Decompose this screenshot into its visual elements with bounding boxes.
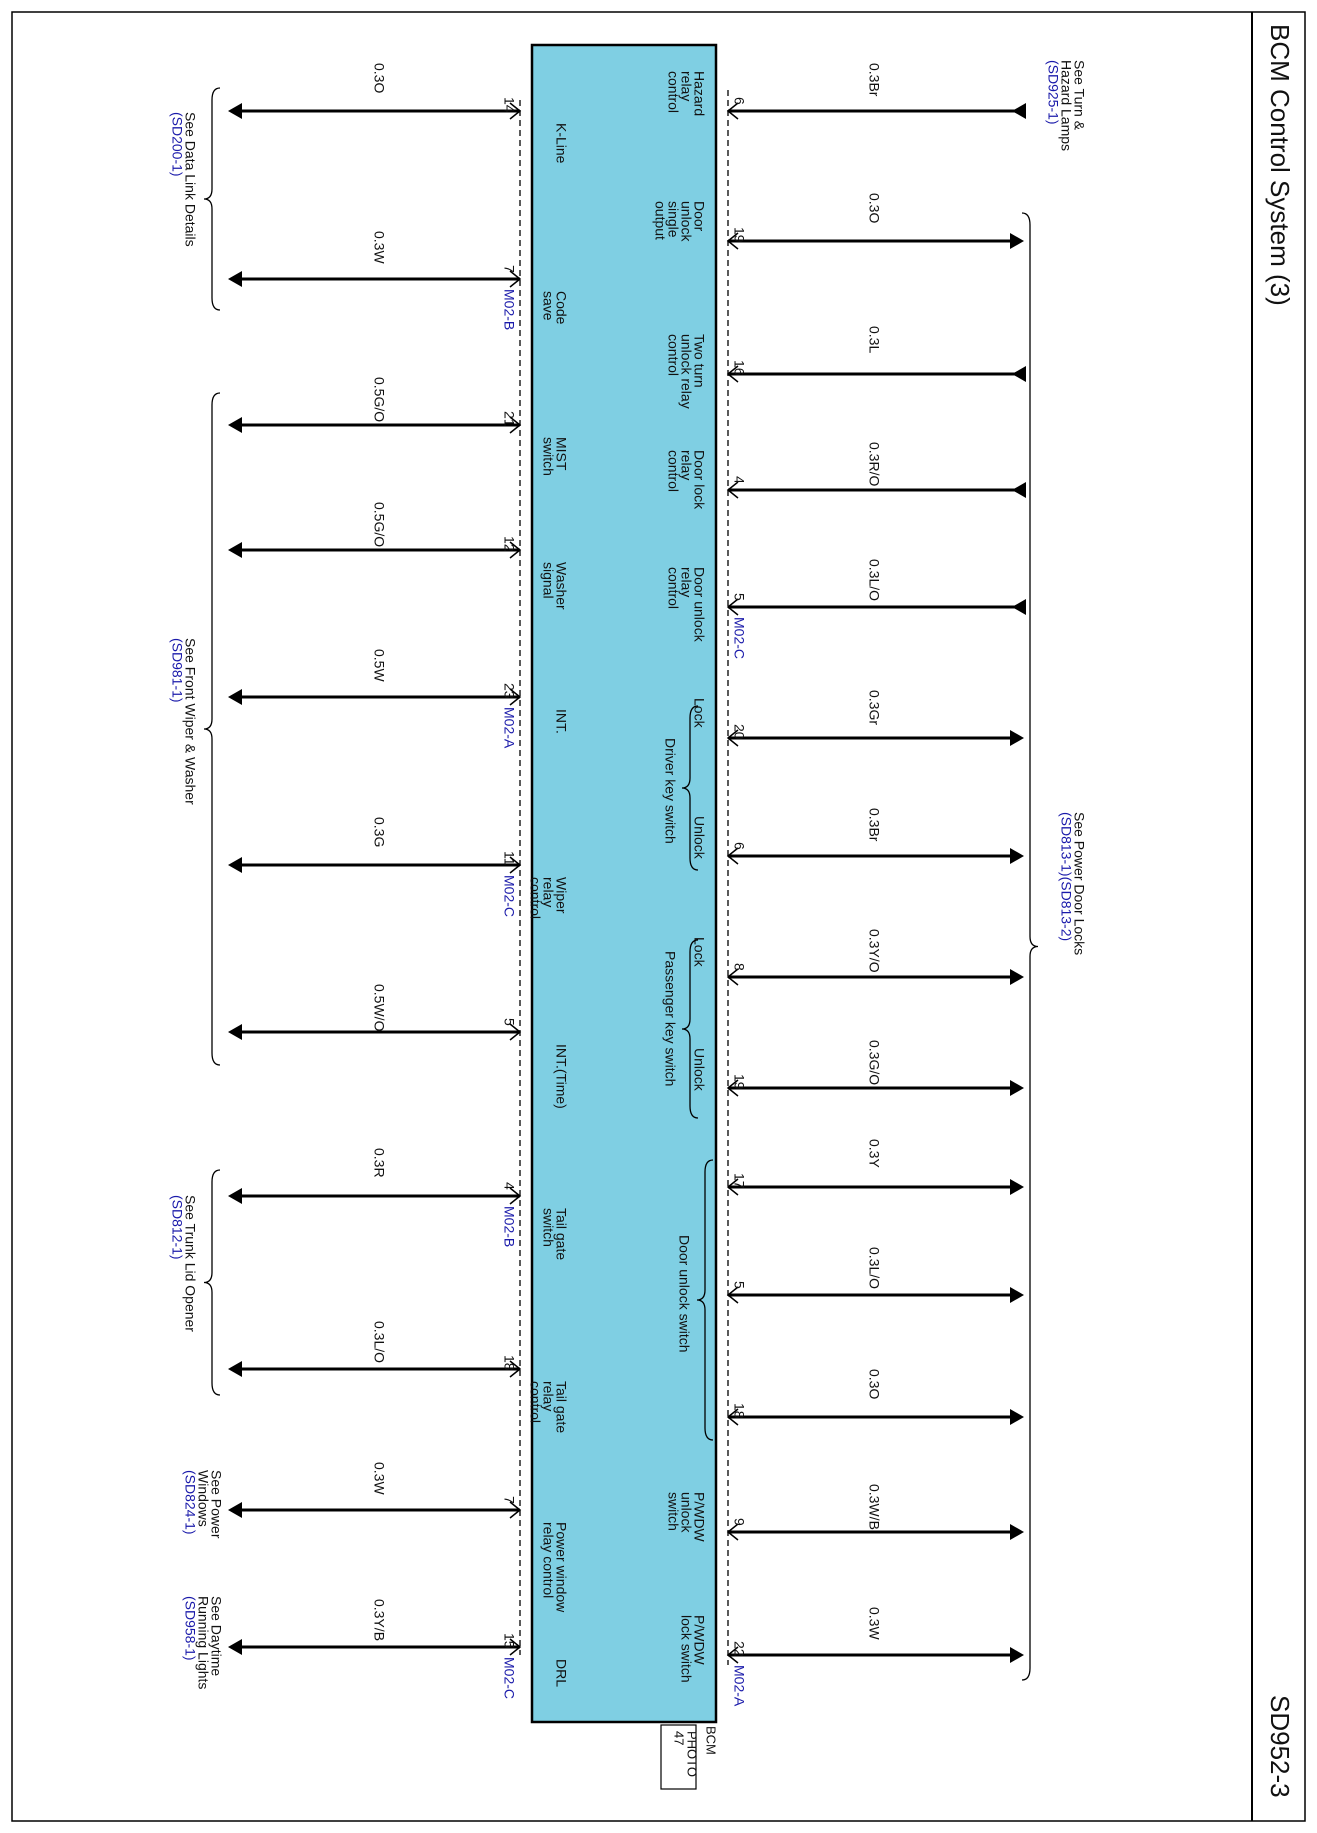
left-pin-5	[228, 817, 570, 919]
pin-function-line: Wiper	[553, 877, 570, 914]
ref-power-windows-code	[183, 1470, 199, 1535]
arrow-in	[1012, 366, 1026, 382]
ref-turn-hazard-code-line: (SD925-1)	[1045, 60, 1062, 125]
arrow-out	[228, 1024, 242, 1040]
wire-code-line: 0.3R	[371, 1148, 388, 1178]
wire-code	[867, 442, 883, 486]
pin-number-line: 7	[501, 1496, 518, 1504]
pin-number	[732, 1641, 748, 1657]
pin-function-line: unlock	[678, 201, 695, 242]
pin-function	[554, 1659, 570, 1687]
arrow-out	[1010, 1409, 1024, 1425]
pin-function-line: control	[527, 877, 544, 920]
pin-function	[554, 709, 570, 734]
arrow-out	[1010, 848, 1024, 864]
arrow-in	[1012, 599, 1026, 615]
pin-number-line: 12	[501, 536, 518, 552]
left-pin-0	[228, 63, 570, 164]
pin-function-line: relay	[540, 1381, 557, 1412]
connector-id	[502, 289, 518, 330]
pin-function-line: switch	[665, 1492, 682, 1531]
wire-code	[867, 1369, 883, 1399]
connector-id-line: M02-B	[501, 289, 518, 331]
ref-power-door-locks-code-line: (SD813-1)(SD813-2)	[1058, 812, 1075, 942]
pin-number	[732, 842, 748, 850]
pin-function-line: Power window	[553, 1522, 570, 1613]
wire-code-line: 0.3Y/B	[371, 1599, 388, 1642]
connector-id-line: M02-C	[501, 875, 518, 918]
ref-front-wiper-code-line: (SD981-1)	[169, 638, 186, 703]
title-block	[1265, 24, 1295, 1798]
ref-power-windows-text	[196, 1470, 225, 1539]
pin-function-line: lock switch	[678, 1615, 695, 1683]
arrow-out	[1010, 1524, 1024, 1540]
right-pin-2	[666, 326, 1026, 409]
ref-front-wiper-text-line: See Front Wiper & Washer	[182, 638, 199, 805]
wire-code-line: 0.3L/O	[866, 559, 883, 602]
connector-id	[502, 1657, 518, 1699]
ref-turn-hazard-text	[1059, 60, 1088, 151]
ref-turn-hazard-text-line: See Turn &	[1071, 60, 1088, 131]
pin-number-line: 4	[501, 1182, 518, 1190]
pin-number	[732, 963, 748, 971]
arrow-in	[1012, 103, 1026, 119]
wire-code	[372, 502, 388, 547]
arrow-out	[228, 271, 242, 287]
connector-id-line: M02-B	[501, 1206, 518, 1248]
pin-number-line: 5	[501, 1018, 518, 1026]
wire-code-line: 0.3O	[866, 1369, 883, 1400]
left-pin-9	[228, 1462, 570, 1613]
pin-function	[554, 1044, 570, 1109]
pin-number	[732, 360, 748, 376]
wire-code	[372, 1148, 388, 1178]
wire-code	[372, 1321, 388, 1363]
pin-number	[502, 536, 518, 552]
page-title-line: BCM Control System (3)	[1264, 24, 1295, 306]
wire-code	[372, 649, 388, 682]
pin-number-line: 6	[731, 97, 748, 105]
ref-drl-code	[183, 1596, 199, 1661]
pin-number-line: 8	[731, 963, 748, 971]
left-pin-10	[228, 1599, 570, 1699]
pin-number-line: 4	[731, 476, 748, 484]
wire-code-line: 0.5G/O	[371, 377, 388, 423]
connector-id	[502, 1206, 518, 1247]
ref-drl-text-line: Running Lights	[195, 1596, 212, 1690]
pin-number	[732, 1074, 748, 1090]
ref-turn-hazard-code	[1046, 60, 1062, 125]
door-unlock-switch-label-line: Door unlock switch	[676, 1235, 693, 1353]
passenger-key-switch-label-line: Passenger key switch	[662, 951, 679, 1087]
pin-number-line: 9	[731, 1518, 748, 1526]
arrow-out	[1010, 730, 1024, 746]
right-pin-10	[728, 1247, 1024, 1303]
wire-code-line: 0.5W	[371, 649, 388, 682]
ref-trunk-lid-code-line: (SD812-1)	[169, 1195, 186, 1260]
pin-number-line: 5	[731, 593, 748, 601]
wire-code	[867, 63, 883, 97]
wire-code-line: 0.3G	[371, 817, 388, 848]
arrow-out	[228, 417, 242, 433]
pin-function-line: relay	[678, 450, 695, 481]
left-pin-7	[228, 1148, 570, 1260]
arrow-out	[228, 857, 242, 873]
arrow-out	[228, 1361, 242, 1377]
pin-function-line: Code	[553, 291, 570, 325]
pin-number-line: 22	[731, 1641, 748, 1657]
wire-code	[372, 63, 388, 93]
wire-code-line: 0.3R/O	[866, 442, 883, 487]
pin-number	[502, 851, 518, 866]
left-pin-2	[228, 377, 570, 476]
pin-number	[732, 97, 748, 105]
wire-code-line: 0.3G/O	[866, 1040, 883, 1086]
pin-function	[541, 291, 570, 325]
right-pin-7	[692, 929, 1024, 985]
page-code-line: SD952-3	[1264, 1695, 1295, 1798]
pin-function-line: relay control	[540, 1522, 557, 1599]
pin-number	[502, 97, 518, 113]
pin-function	[692, 1048, 708, 1092]
pin-function-line: control	[665, 450, 682, 493]
wire-code	[867, 1040, 883, 1085]
ref-data-link-brace	[204, 88, 220, 310]
pin-function-line: K-Line	[553, 123, 570, 164]
arrow-out	[228, 689, 242, 705]
pin-function-line: Washer	[553, 562, 570, 610]
pin-function-line: Lock	[691, 698, 708, 728]
wire-code	[372, 1462, 388, 1495]
wire-code	[867, 929, 883, 973]
pin-function-line: INT.	[553, 709, 570, 734]
arrow-out	[228, 1639, 242, 1655]
pin-function	[692, 816, 708, 860]
right-pin-3	[666, 442, 1026, 510]
arrow-in	[1012, 482, 1026, 498]
pin-number	[502, 411, 518, 427]
wire-code	[372, 231, 388, 264]
ref-power-windows-code-line: (SD824-1)	[182, 1470, 199, 1535]
right-pin-8	[692, 1040, 1024, 1096]
wire-code	[867, 1607, 883, 1640]
pin-function	[554, 123, 570, 164]
connector-id	[502, 707, 518, 749]
wire-code-line: 0.3L/O	[371, 1321, 388, 1364]
right-pin-5	[692, 690, 1024, 746]
ref-turn-hazard-text-line: Hazard Lamps	[1058, 60, 1075, 152]
wire-code-line: 0.3Y	[866, 1139, 883, 1168]
right-pin-6	[692, 808, 1024, 864]
driver-key-switch-label-line: Driver key switch	[662, 738, 679, 844]
pin-number-line: 5	[731, 1281, 748, 1289]
connector-id	[502, 875, 518, 917]
left-pin-4	[228, 649, 570, 749]
pin-function-line: DRL	[553, 1659, 570, 1688]
pin-function-line: Unlock	[691, 1048, 708, 1091]
pin-number-line: 6	[731, 842, 748, 850]
page-title	[1265, 24, 1295, 306]
wire-code-line: 0.3W/B	[866, 1484, 883, 1530]
pin-number-line: 14	[501, 97, 518, 113]
arrow-out	[1010, 1179, 1024, 1195]
ref-data-link-code	[170, 112, 186, 177]
pin-function-line: P/WDW	[691, 1492, 708, 1542]
arrow-out	[1010, 1080, 1024, 1096]
pin-function	[541, 437, 570, 476]
pin-number-line: 17	[731, 1173, 748, 1189]
right-pin-11	[728, 1369, 1024, 1425]
photo-tag-line: 47	[671, 1731, 687, 1746]
connector-id-line: M02-A	[731, 1665, 748, 1707]
pin-function-line: relay	[540, 877, 557, 908]
arrow-out	[228, 1502, 242, 1518]
wire-code	[867, 326, 883, 353]
ref-data-link-code-line: (SD200-1)	[169, 112, 186, 177]
right-pin-4	[666, 559, 1026, 659]
pin-number	[502, 1182, 518, 1190]
wire-code-line: 0.3Br	[866, 63, 883, 97]
pin-number	[732, 476, 748, 484]
bcm-name-line: BCM	[703, 1726, 719, 1755]
wire-code-line: 0.3Gr	[866, 690, 883, 726]
right-pin-12	[666, 1484, 1024, 1543]
pin-number-line: 16	[731, 360, 748, 376]
wire-code	[867, 690, 883, 725]
pin-number	[732, 724, 748, 740]
ref-trunk-lid-brace	[204, 1170, 220, 1395]
ref-power-windows-text-line: Windows	[195, 1470, 212, 1527]
pin-number-line: 19	[731, 227, 748, 243]
pin-function-line: control	[527, 1381, 544, 1424]
pin-function-line: Tail gate	[553, 1208, 570, 1261]
driver-key-switch-label	[663, 738, 679, 844]
pin-number-line: 23	[501, 683, 518, 699]
pin-function-line: unlock	[678, 1492, 695, 1533]
bcm-name	[703, 1726, 718, 1755]
left-pin-1	[228, 231, 570, 330]
wire-code	[372, 817, 388, 847]
pin-number-line: 7	[501, 265, 518, 273]
pin-number-line: 11	[501, 851, 518, 866]
connector-id-line: M02-A	[501, 707, 518, 749]
pin-function-line: Two turn	[691, 334, 708, 388]
ref-trunk-lid-code	[170, 1195, 186, 1260]
pin-number	[732, 227, 748, 243]
door-unlock-switch-label	[677, 1235, 693, 1353]
pin-number	[502, 1018, 518, 1026]
pin-number-line: 19	[731, 1074, 748, 1090]
left-pin-8	[228, 1321, 570, 1433]
photo-tag-line: PHOTO	[684, 1731, 700, 1777]
pin-number-line: 20	[731, 724, 748, 740]
connector-id-line: M02-C	[731, 617, 748, 660]
pin-function-line: save	[540, 291, 557, 321]
wire-code-line: 0.5G/O	[371, 502, 388, 548]
pin-function-line: signal	[540, 562, 557, 599]
pin-number	[502, 1496, 518, 1504]
pin-function-line: control	[665, 334, 682, 377]
pin-function-line: switch	[540, 1208, 557, 1247]
pin-number-line: 18	[501, 1355, 518, 1371]
arrow-out	[1010, 969, 1024, 985]
right-pin-0	[666, 63, 1026, 119]
wire-code-line: 0.3Br	[866, 808, 883, 842]
pin-function-line: P/WDW	[691, 1615, 708, 1665]
page-code	[1265, 1695, 1295, 1798]
ref-drl-code-line: (SD958-1)	[182, 1596, 199, 1661]
left-pin-3	[228, 502, 570, 610]
arrow-out	[228, 542, 242, 558]
wire-code-line: 0.5W/O	[371, 984, 388, 1032]
pin-function-line: switch	[540, 437, 557, 476]
pin-number-line: 15	[501, 1633, 518, 1649]
pin-number	[732, 593, 748, 601]
connector-id	[732, 1665, 748, 1707]
wire-code-line: 0.3Y/O	[866, 929, 883, 973]
ref-power-windows-text-line: See Power	[208, 1470, 225, 1539]
ref-front-wiper-brace	[204, 393, 220, 1065]
wire-code-line: 0.3L/O	[866, 1247, 883, 1290]
pin-function-line: INT.(Time)	[553, 1044, 570, 1109]
wire-code-line: 0.3W	[371, 1462, 388, 1495]
pin-function-line: Door lock	[691, 450, 708, 510]
pin-function-line: relay	[678, 71, 695, 102]
pin-function-line: Lock	[691, 937, 708, 967]
wire-code	[867, 1484, 883, 1530]
pin-number	[732, 1403, 748, 1419]
wire-code-line: 0.3W	[866, 1607, 883, 1640]
connector-id-line: M02-C	[501, 1657, 518, 1700]
pin-number	[502, 265, 518, 273]
passenger-key-switch-label	[663, 951, 679, 1086]
ref-power-door-locks-code	[1059, 812, 1075, 941]
pin-function-line: control	[665, 71, 682, 114]
left-pin-6	[228, 984, 570, 1109]
ref-drl-text	[196, 1596, 225, 1689]
wire-code	[867, 1247, 883, 1289]
pin-number	[502, 1633, 518, 1649]
pin-function-line: relay	[678, 567, 695, 598]
pin-function-line: Unlock	[691, 816, 708, 859]
pin-number	[732, 1173, 748, 1189]
pin-function-line: single	[665, 201, 682, 238]
pin-function-line: Hazard	[691, 71, 708, 117]
pin-function-line: unlock relay	[678, 334, 695, 409]
pin-function-line: control	[665, 567, 682, 610]
wire-code	[867, 559, 883, 601]
arrow-out	[1010, 1287, 1024, 1303]
pin-function	[692, 698, 708, 729]
pin-number	[732, 1518, 748, 1526]
arrow-out	[1010, 1647, 1024, 1663]
wire-code	[867, 1139, 883, 1168]
pin-function-line: output	[652, 201, 669, 240]
arrow-out	[228, 103, 242, 119]
ref-power-door-locks-brace	[1022, 213, 1038, 1680]
pin-number	[502, 1355, 518, 1371]
connector-id	[732, 617, 748, 659]
wire-code	[372, 984, 388, 1032]
ref-drl-text-line: See Daytime	[208, 1596, 225, 1677]
pin-number-line: 21	[501, 411, 518, 427]
wire-code-line: 0.3O	[371, 63, 388, 94]
right-pin-13	[679, 1607, 1024, 1707]
left-side-wires	[228, 63, 570, 1699]
pin-function-line: Door unlock	[691, 567, 708, 642]
arrow-out	[228, 1188, 242, 1204]
pin-function-line: MIST	[553, 437, 570, 471]
wire-code	[867, 193, 883, 223]
ref-front-wiper-code	[170, 638, 186, 703]
wire-code	[372, 377, 388, 422]
wire-code	[867, 808, 883, 842]
right-pin-9	[728, 1139, 1024, 1195]
wire-code	[372, 1599, 388, 1641]
ref-trunk-lid-text-line: See Trunk Lid Opener	[182, 1195, 199, 1332]
ref-power-door-locks-text-line: See Power Door Locks	[1071, 812, 1088, 956]
arrow-out	[1010, 233, 1024, 249]
pin-number-line: 18	[731, 1403, 748, 1419]
pin-function-line: Door	[691, 201, 708, 232]
pin-function-line: Tail gate	[553, 1381, 570, 1434]
wire-code-line: 0.3L	[866, 326, 883, 354]
pin-number	[502, 683, 518, 699]
wire-code-line: 0.3O	[866, 193, 883, 224]
ref-data-link-text-line: See Data Link Details	[182, 112, 199, 247]
pin-number	[732, 1281, 748, 1289]
wire-code-line: 0.3W	[371, 231, 388, 264]
